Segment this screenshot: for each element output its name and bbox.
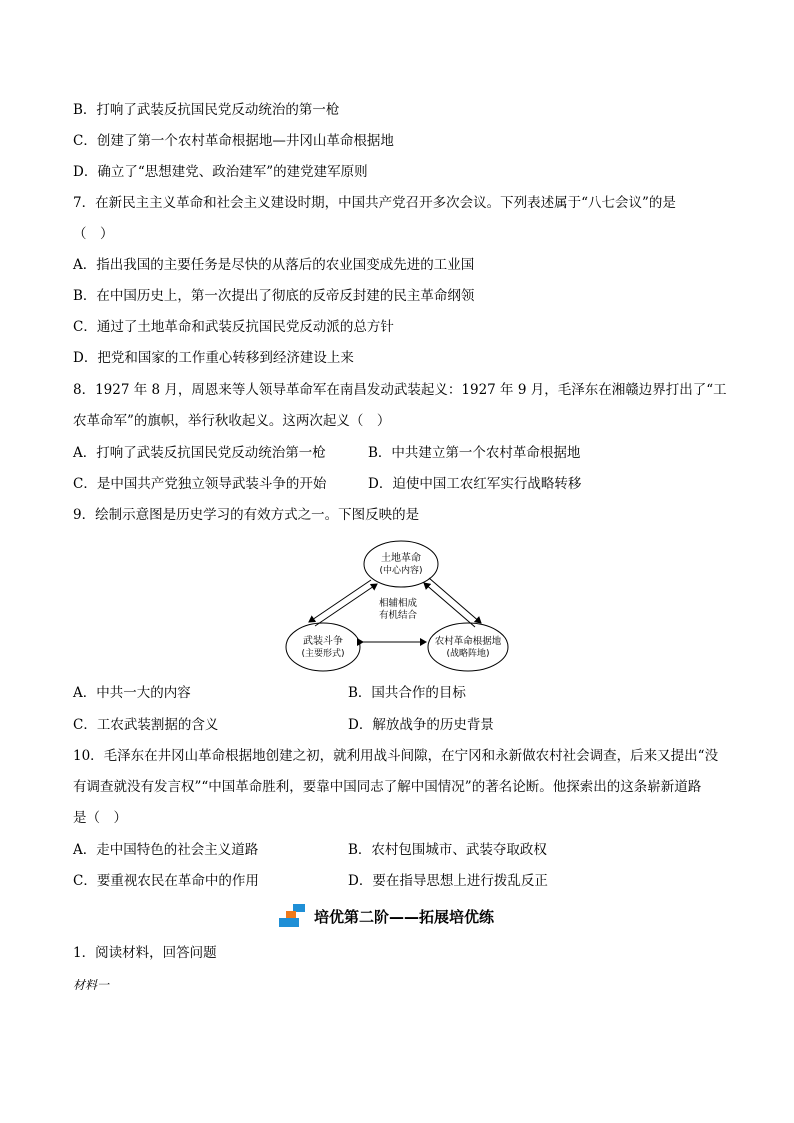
arrow-top-to-right — [429, 578, 481, 623]
section-heading — [278, 903, 494, 929]
q10-stem-line2: 有调查就没有发言权”“中国革命胜利，要靠中国同志了解中国情况”的著名论断。他探索出的这条崭新道路 — [73, 779, 702, 795]
q7-stem: 7．在新民主主义革命和社会主义建设时期，中国共产党召开多次会议。下列表述属于“八七会议”的是 — [73, 195, 676, 211]
q8-stem-line2: 农革命军”的旗帜，举行秋收起义。这两次起义（ ） — [73, 413, 391, 429]
q7-option-d: D．把党和国家的工作重心转移到经济建设上来 — [73, 350, 354, 366]
top-node-label-1: 土地革命 — [381, 553, 421, 564]
top-node-label-2: (中心内容) — [379, 566, 423, 576]
q6-option-c: C．创建了第一个农村革命根据地—井冈山革命根据地 — [73, 133, 394, 149]
center-label-2: 有机结合 — [378, 610, 418, 621]
q10-option-c: C．要重视农民在革命中的作用 — [73, 873, 259, 889]
q6-option-d: D．确立了“思想建党、政治建军”的建党建军原则 — [73, 164, 368, 180]
q7-option-a: A．指出我国的主要任务是尽快的从落后的农业国变成先进的工业国 — [73, 257, 475, 273]
q10-stem-line3: 是（ ） — [73, 810, 127, 826]
part2-q1: 1．阅读材料，回答问题 — [73, 945, 217, 961]
q10-option-d: D．要在指导思想上进行拨乱反正 — [348, 873, 548, 889]
arrow-top-to-left — [309, 580, 371, 622]
q8-option-d: D．迫使中国工农红军实行战略转移 — [368, 476, 582, 492]
q8-option-b: B．中共建立第一个农村革命根据地 — [368, 445, 581, 461]
q9-stem: 9．绘制示意图是历史学习的有效方式之一。下图反映的是 — [73, 507, 420, 523]
q6-option-b: B．打响了武装反抗国民党反动统治的第一枪 — [73, 102, 340, 118]
arrow-right-to-top — [424, 583, 475, 627]
q7-answer-paren: （ ） — [73, 226, 114, 242]
q8-option-a: A．打响了武装反抗国民党反动统治第一枪 — [73, 445, 326, 461]
q10-option-b: B．农村包围城市、武装夺取政权 — [348, 842, 547, 858]
q9-option-c: C．工农武装割据的含义 — [73, 717, 219, 733]
top-node-ellipse — [364, 541, 438, 587]
q9-option-b: B．国共合作的目标 — [348, 685, 466, 701]
material-1-label: 材料一 — [73, 978, 110, 992]
left-node-label-1: 武装斗争 — [303, 636, 343, 647]
q9-diagram — [283, 540, 513, 675]
center-label-1: 相辅相成 — [378, 598, 418, 609]
q7-option-c: C．通过了土地革命和武装反抗国民党反动派的总方针 — [73, 319, 394, 335]
arrow-left-to-top — [315, 584, 377, 626]
q9-option-d: D．解放战争的历史背景 — [348, 717, 494, 733]
q10-option-a: A．走中国特色的社会主义道路 — [73, 842, 259, 858]
right-node-label-1: 农村革命根据地 — [434, 636, 502, 647]
right-node-label-2: (战略阵地) — [446, 649, 490, 659]
section-title: 培优第二阶——拓展培优练 — [314, 907, 495, 926]
q10-stem-line1: 10．毛泽东在井冈山革命根据地创建之初，就利用战斗间隙，在宁冈和永新做农村社会调查，后来又提出“没 — [73, 748, 719, 764]
right-node-ellipse — [428, 623, 508, 671]
q8-stem-line1: 8．1927 年 8 月，周恩来等人领导革命军在南昌发动武装起义：1927 年 9 月，毛泽东在湘赣边界打出了“工 — [73, 382, 727, 398]
left-node-ellipse — [286, 623, 360, 671]
q8-option-c: C．是中国共产党独立领导武装斗争的开始 — [73, 476, 327, 492]
q9-option-a: A．中共一大的内容 — [73, 685, 191, 701]
stacked-blocks-icon — [278, 903, 308, 929]
left-node-label-2: (主要形式) — [301, 649, 345, 659]
q7-option-b: B．在中国历史上，第一次提出了彻底的反帝反封建的民主革命纲领 — [73, 288, 475, 304]
